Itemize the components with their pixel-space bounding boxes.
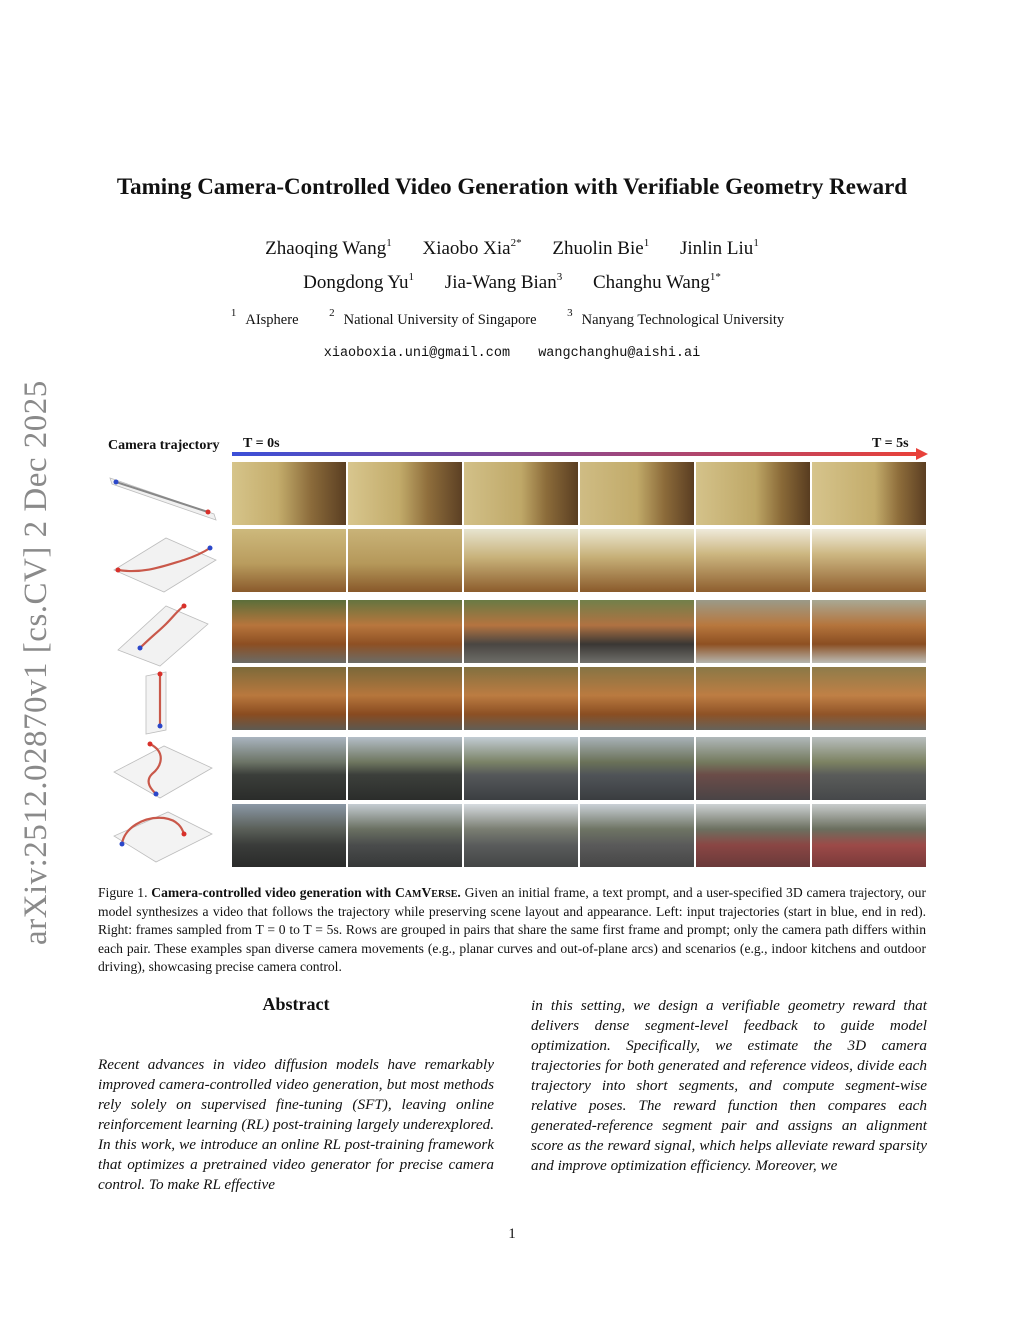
- affiliations: [0, 307, 1024, 329]
- email-link[interactable]: wangchanghu@aishi.ai: [538, 346, 701, 361]
- video-frame: [580, 529, 694, 592]
- video-frame: [696, 529, 810, 592]
- video-frame: [580, 600, 694, 663]
- time-start-label: T = 0s: [243, 436, 280, 451]
- author: Zhaoqing Wang$^1$: [265, 237, 392, 259]
- trajectory-plot-4: [104, 668, 220, 738]
- email-link[interactable]: xiaoboxia.uni@gmail.com: [323, 346, 511, 361]
- video-frame: [812, 804, 926, 867]
- trajectory-plot-6: [104, 806, 220, 868]
- time-end-label: T = 5s: [872, 436, 909, 451]
- video-frame: [232, 600, 346, 663]
- video-frame: [812, 737, 926, 800]
- video-frame: [812, 462, 926, 525]
- paper-title: Taming Camera-Controlled Video Generation with Verifiable Geometry Reward: [116, 174, 908, 199]
- video-frame: [696, 600, 810, 663]
- author: Changhu Wang$^{1*}$: [592, 271, 721, 293]
- affiliation: $^3$ Nanyang Technological University: [567, 307, 785, 328]
- video-frame: [464, 737, 578, 800]
- trajectory-plot-2: [104, 530, 220, 598]
- abstract-right-column: in this setting, we design a verifiable geometry reward that delivers dense segment-level feedback to guide model optimization. Specifically, we estimate the 3D camera trajectories for both generated and reference videos, divide each trajectory into short segments, and compute segment-wise relative poses. The reward function then compares each generated-reference segment pair and assigns an alignment score as the reward signal, which helps alleviate reward sparsity and improve optimization efficiency. Moreover, we: [531, 997, 927, 1174]
- caption-method-name: CamVerse.: [394, 885, 461, 900]
- author: Xiaobo Xia$^{2*}$: [422, 237, 522, 259]
- video-frame: [348, 462, 462, 525]
- abstract-heading: Abstract: [262, 994, 330, 1014]
- video-frame: [464, 667, 578, 730]
- emails: [0, 346, 1024, 361]
- video-frame: [580, 462, 694, 525]
- author: Dongdong Yu$^1$: [303, 271, 415, 293]
- video-frame: [348, 737, 462, 800]
- video-frame: [464, 600, 578, 663]
- video-frame: [464, 529, 578, 592]
- video-frame: [348, 529, 462, 592]
- author: Zhuolin Bie$^1$: [552, 237, 650, 259]
- authors-row-1: [0, 238, 1024, 260]
- video-frame: [232, 667, 346, 730]
- video-frame: [232, 529, 346, 592]
- trajectory-column-label: Camera trajectory: [108, 438, 220, 453]
- time-arrow: [232, 448, 928, 460]
- video-frame: [348, 804, 462, 867]
- video-frame: [580, 737, 694, 800]
- arxiv-identifier: arXiv:2512.02870v1 [cs.CV] 2 Dec 2025: [18, 380, 54, 945]
- caption-text: Given an initial frame, a text prompt, and a user-specified 3D camera trajectory, our model synthesizes a video that follows the trajectory while preserving scene layout and appearance. Left: input trajectories (start in blue, end in red). Right: frames sampled from T = 0 to T = 5s. Rows are grouped in pairs that share the same first frame and prompt; only the camera path differs within each pair. These examples span diverse camera movements (e.g., planar curves and out-of-plane arcs) and scenarios (e.g., indoor kitchens and outdoor driving), showcasing precise camera control.: [98, 885, 926, 974]
- video-frame: [464, 804, 578, 867]
- video-frame: [696, 462, 810, 525]
- affiliation: $^2$ National University of Singapore: [329, 307, 537, 328]
- authors-row-2: [0, 272, 1024, 294]
- figure-caption: [98, 884, 926, 977]
- trajectory-plot-1: [104, 468, 220, 524]
- frame-row-kitchen-a: [232, 462, 926, 525]
- trajectory-plot-3: [104, 600, 220, 668]
- caption-prefix: Figure 1.: [98, 885, 148, 900]
- video-frame: [696, 667, 810, 730]
- abstract-left-column: Recent advances in video diffusion models have remarkably improved camera-controlled video generation, but most methods rely solely on supervised fine-tuning (SFT), leaving online reinforcement learning (RL) post-training largely underexplored. In this work, we introduce an online RL post-training framework that optimizes a pretrained video generator for precise camera control. To make RL effective: [98, 1056, 494, 1193]
- page-number: 1: [508, 1226, 516, 1242]
- frame-row-kitchen-c: [232, 600, 926, 663]
- video-frame: [580, 667, 694, 730]
- video-frame: [696, 804, 810, 867]
- video-frame: [696, 737, 810, 800]
- video-frame: [232, 462, 346, 525]
- author: Jia-Wang Bian$^3$: [444, 271, 563, 293]
- video-frame: [232, 804, 346, 867]
- caption-bold: Camera-controlled video generation with: [151, 885, 392, 900]
- video-frame: [812, 600, 926, 663]
- video-frame: [464, 462, 578, 525]
- author: Jinlin Liu$^1$: [679, 237, 759, 259]
- frame-row-street-a: [232, 737, 926, 800]
- video-frame: [348, 600, 462, 663]
- video-frame: [348, 667, 462, 730]
- affiliation: $^1$ AIsphere: [230, 307, 299, 328]
- video-frame: [232, 737, 346, 800]
- video-frame: [812, 667, 926, 730]
- video-frame: [580, 804, 694, 867]
- trajectory-plot-5: [104, 738, 220, 804]
- frame-row-kitchen-b: [232, 529, 926, 592]
- video-frame: [812, 529, 926, 592]
- frame-row-street-b: [232, 804, 926, 867]
- frame-row-kitchen-d: [232, 667, 926, 730]
